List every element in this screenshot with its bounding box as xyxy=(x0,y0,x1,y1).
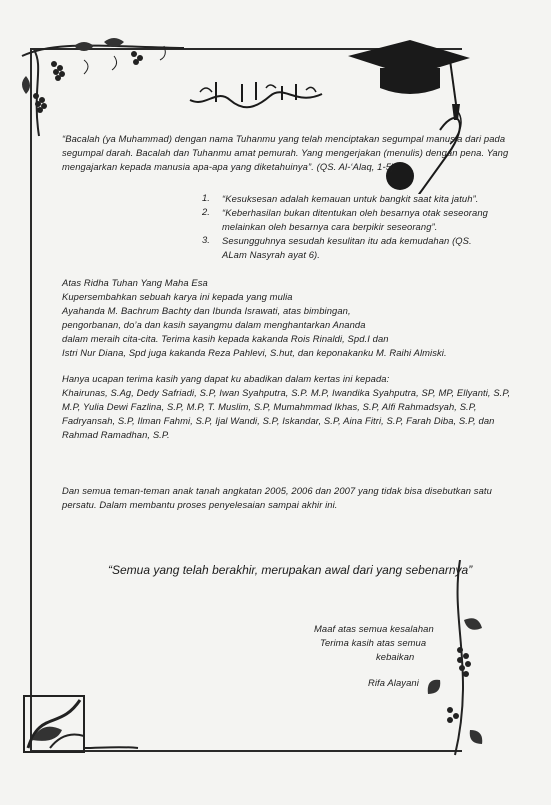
thanks-line: Fadryansah, S.P, Ilman Fahmi, S.P, Ijal Wandi, S.P, Iskandar, S.P, Aina Fitri, S.P, Farah Diba, S.P, dan xyxy=(62,415,495,426)
dedication-line: Atas Ridha Tuhan Yang Maha Esa xyxy=(62,277,208,288)
quote-line: “Keberhasilan bukan ditentukan oleh besarnya otak seseorang xyxy=(222,207,488,218)
verse-line-1: “Bacalah (ya Muhammad) dengan nama Tuhanmu yang telah menciptakan segumpal manusia dari pada xyxy=(62,133,506,144)
verse-line-2: segumpal darah. Bacalah dan Tuhanmu amat pemurah. Yang mengerjakan (menulis) dengan pena. Yang xyxy=(62,147,509,158)
closing-line-3: kebaikan xyxy=(376,651,415,662)
friends-line: Dan semua teman-teman anak tanah angkatan 2005, 2006 dan 2007 yang tidak bisa disebutkan satu xyxy=(62,485,492,496)
dedication-line: Istri Nur Diana, Spd juga kakanda Reza Pahlevi, S.hut, dan keponakanku M. Raihi Almiski. xyxy=(62,347,447,358)
basmalah-calligraphy xyxy=(186,78,326,112)
dedication-line: Kupersembahkan sebuah karya ini kepada yang mulia xyxy=(62,291,293,302)
thanks-line: M.P, Yulia Dewi Fazlina, S.P, M.P, T. Muslim, S.P, Mumahmmad Ikhas, S.P, Alfi Rahmadsyah, S.P, xyxy=(62,401,477,412)
closing-line-2: Terima kasih atas semua xyxy=(320,637,427,648)
corner-ornament-bottom-left xyxy=(20,690,140,760)
verse-line-3: mengajarkan kepada manusia apa-apa yang diketahuinya”. (QS. Al-‘Alaq, 1-5). xyxy=(62,161,397,172)
thanks-line: Rahmad Ramadhan, S.P. xyxy=(62,429,170,440)
thanks-line: Hanya ucapan terima kasih yang dapat ku abadikan dalam kertas ini kepada: xyxy=(62,373,390,384)
quote-number: 3. xyxy=(202,234,210,245)
motto-text: “Semua yang telah berakhir, merupakan awal dari yang sebenarnya” xyxy=(108,563,473,577)
dedication-line: pengorbanan, do’a dan kasih sayangmu dalam menghantarkan Ananda xyxy=(62,319,366,330)
closing-line-1: Maaf atas semua kesalahan xyxy=(314,623,434,634)
dedication-line: dalam meraih cita-cita. Terima kasih kepada kakanda Rois Rinaldi, Spd.I dan xyxy=(62,333,389,344)
vine-ornament-bottom-right xyxy=(420,560,490,760)
quote-line: “Kesuksesan adalah kemauan untuk bangkit saat kita jatuh”. xyxy=(222,193,479,204)
quote-number: 1. xyxy=(202,192,210,203)
quote-line: Sesungguhnya sesudah kesulitan itu ada kemudahan (QS. xyxy=(222,235,472,246)
quote-line: ALam Nasyrah ayat 6). xyxy=(222,249,320,260)
dedication-line: Ayahanda M. Bachrum Bachty dan Ibunda Israwati, atas bimbingan, xyxy=(62,305,351,316)
thanks-line: Khairunas, S.Ag, Dedy Safriadi, S.P, Iwan Syahputra, S.P. M.P, Iwandika Syahputra, SP, MP, Ellyanti, S.P, xyxy=(62,387,511,398)
quote-line: melainkan oleh besarnya cara berpikir seseorang”. xyxy=(222,221,438,232)
quote-number: 2. xyxy=(202,206,210,217)
signature-name: Rifa Alayani xyxy=(368,677,419,688)
friends-line: persatu. Dalam membantu proses penyelesaian sampai akhir ini. xyxy=(62,499,338,510)
vine-ornament-top-left xyxy=(14,36,194,146)
